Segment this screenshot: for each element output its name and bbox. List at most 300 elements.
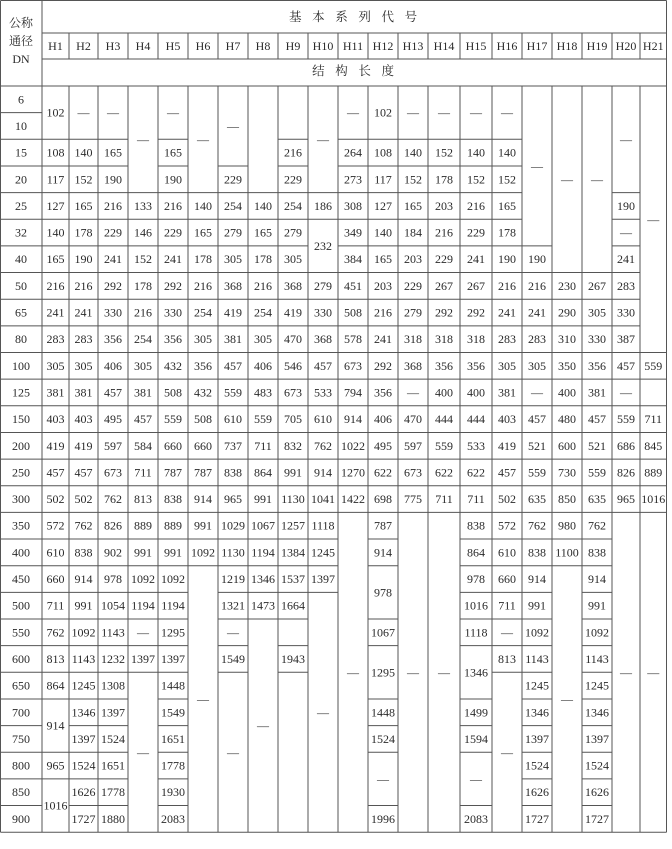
dn-value-850: 850 — [12, 785, 30, 800]
cell-value-h17: 635 — [528, 492, 546, 507]
cell-value-h19: 1727 — [585, 811, 609, 826]
cell-value-h4: 813 — [134, 492, 152, 507]
cell-value-h3: 330 — [104, 305, 122, 320]
cell-value-h5: 356 — [164, 332, 182, 347]
cell-value-h9: 1130 — [281, 492, 305, 507]
cell-value-h6: 305 — [194, 332, 212, 347]
cell-value-h17: 521 — [528, 438, 546, 453]
cell-value-h10: 610 — [314, 412, 332, 427]
cell-value-h5: 2083 — [161, 811, 185, 826]
cell-value-h3: 1778 — [101, 785, 125, 800]
cell-value-h17: 1245 — [525, 678, 549, 693]
cell-value-h9: 1257 — [281, 518, 305, 533]
cell-value-h3: 457 — [104, 385, 122, 400]
cell-value-h8: 1067 — [251, 518, 275, 533]
cell-value-h4: — — [137, 625, 149, 640]
cell-value-h18: 400 — [558, 385, 576, 400]
cell-value-h10: 762 — [314, 438, 332, 453]
cell-value-h2: 1092 — [71, 625, 96, 640]
cell-value-h15: — — [470, 771, 482, 786]
cell-value-h3: 826 — [104, 518, 122, 533]
cell-value-h10: 914 — [314, 465, 332, 480]
cell-value-h11: 308 — [344, 198, 362, 213]
cell-value-h2: 403 — [74, 412, 93, 427]
cell-value-h19: 1346 — [585, 705, 609, 720]
cell-value-h10: 232 — [314, 238, 332, 253]
cell-value-h11: 451 — [344, 278, 362, 293]
cell-value-h12: 622 — [374, 465, 392, 480]
cell-value-h8: 165 — [254, 225, 272, 240]
cell-value-h16: 502 — [498, 492, 516, 507]
cell-value-h9: 419 — [284, 305, 302, 320]
cell-value-h19: 762 — [588, 518, 606, 533]
cell-value-h6: 178 — [194, 252, 212, 267]
cell-value-h9: 470 — [284, 332, 302, 347]
cell-value-h15: 152 — [467, 172, 485, 187]
column-header-h14: H14 — [433, 39, 455, 53]
cell-value-h14: 711 — [435, 492, 453, 507]
cell-value-h3: 292 — [104, 278, 122, 293]
cell-value-h1: 102 — [46, 105, 65, 120]
cell-value-h2: 1727 — [71, 811, 96, 826]
dn-value-450: 450 — [12, 572, 30, 587]
cell-value-h12: 1996 — [371, 811, 395, 826]
cell-value-h4: 381 — [134, 385, 152, 400]
column-header-h6: H6 — [195, 39, 211, 53]
dn-value-200: 200 — [12, 438, 30, 453]
cell-value-h9: 254 — [284, 198, 302, 213]
cell-value-h20: — — [620, 385, 632, 400]
cell-value-h1: 305 — [46, 358, 65, 373]
cell-value-h8: 483 — [254, 385, 272, 400]
cell-value-h5: 1194 — [161, 598, 185, 613]
cell-value-h12: 1448 — [371, 705, 395, 720]
table-texts — [9, 9, 665, 826]
cell-value-h7: 381 — [224, 332, 242, 347]
cell-value-h9: 279 — [284, 225, 302, 240]
cell-value-h12: 102 — [374, 105, 392, 120]
cell-value-h19: 381 — [588, 385, 606, 400]
cell-value-h13: 184 — [404, 225, 422, 240]
cell-value-h14: 292 — [435, 305, 453, 320]
cell-value-h14: 318 — [435, 332, 453, 347]
cell-value-h6: 991 — [194, 518, 212, 533]
cell-value-h14: 400 — [435, 385, 453, 400]
cell-value-h12: 1067 — [371, 625, 395, 640]
cell-value-h3: 902 — [104, 545, 122, 560]
column-header-h1: H1 — [48, 39, 63, 53]
cell-value-h19: 914 — [588, 572, 606, 587]
cell-value-h1: 864 — [46, 678, 65, 693]
cell-value-h15: 400 — [467, 385, 485, 400]
cell-value-h12: 241 — [374, 332, 392, 347]
cell-value-h1: 140 — [46, 225, 65, 240]
cell-value-h19: 1092 — [585, 625, 609, 640]
cell-value-h7: 457 — [224, 358, 242, 373]
cell-value-h8: 178 — [254, 252, 272, 267]
dn-value-300: 300 — [12, 492, 30, 507]
cell-value-h17: 1397 — [525, 731, 549, 746]
series-title: 基 本 系 列 代 号 — [289, 10, 421, 24]
dn-value-50: 50 — [15, 278, 27, 293]
cell-value-h5: 330 — [164, 305, 182, 320]
cell-value-h5: 1651 — [161, 731, 185, 746]
cell-value-h17: 914 — [528, 572, 546, 587]
cell-value-h2: 1626 — [71, 785, 96, 800]
dn-value-150: 150 — [12, 412, 30, 427]
cell-value-h17: 762 — [528, 518, 546, 533]
dn-value-80: 80 — [15, 332, 27, 347]
corner-label-line-1: 公称 — [8, 16, 34, 30]
cell-value-h17: 216 — [528, 278, 546, 293]
cell-value-h17: 1727 — [525, 811, 549, 826]
cell-value-h19: 457 — [588, 412, 606, 427]
cell-value-h17: 190 — [528, 252, 546, 267]
cell-value-h4: 133 — [134, 198, 152, 213]
cell-value-h17: — — [531, 385, 543, 400]
dn-value-250: 250 — [12, 465, 30, 480]
cell-value-h12: 117 — [374, 172, 392, 187]
cell-value-h18: 230 — [558, 278, 576, 293]
dn-value-40: 40 — [15, 252, 27, 267]
cell-value-h16: 660 — [498, 572, 516, 587]
cell-value-h16: 711 — [498, 598, 516, 613]
cell-value-h10: 1397 — [311, 572, 335, 587]
cell-value-h21: 559 — [644, 358, 663, 373]
cell-value-h15: 864 — [467, 545, 485, 560]
cell-value-h4: 1397 — [131, 651, 155, 666]
cell-value-h1: 165 — [46, 252, 65, 267]
cell-value-h12: 978 — [374, 585, 392, 600]
cell-value-h2: 502 — [74, 492, 93, 507]
cell-value-h2: 762 — [74, 518, 93, 533]
cell-value-h17: 559 — [528, 465, 546, 480]
cell-value-h5: 991 — [164, 545, 182, 560]
cell-value-h19: 267 — [588, 278, 606, 293]
cell-value-h20: 826 — [617, 465, 635, 480]
cell-value-h17: 1092 — [525, 625, 549, 640]
cell-value-h7: — — [227, 745, 239, 760]
cell-value-h6: 660 — [194, 438, 212, 453]
cell-value-h18: 480 — [558, 412, 576, 427]
cell-value-h7: 1130 — [221, 545, 245, 560]
cell-value-h18: 350 — [558, 358, 576, 373]
cell-value-h18: 310 — [558, 332, 576, 347]
cell-value-h11: 1422 — [341, 492, 365, 507]
cell-value-h16: 216 — [498, 278, 516, 293]
cell-value-h5: 1448 — [161, 678, 185, 693]
cell-value-h12: 914 — [374, 545, 392, 560]
cell-value-h8: 140 — [254, 198, 272, 213]
cell-value-h3: 1397 — [101, 705, 125, 720]
cell-value-h3: 216 — [104, 198, 122, 213]
cell-value-h20: 559 — [617, 412, 635, 427]
cell-value-h14: 356 — [435, 358, 453, 373]
cell-value-h13: 229 — [404, 278, 422, 293]
cell-value-h10: 1118 — [311, 518, 335, 533]
cell-value-h1: 1016 — [43, 798, 68, 813]
cell-value-h21: 845 — [644, 438, 663, 453]
cell-value-h5: 165 — [164, 145, 182, 160]
cell-value-h9: 229 — [284, 172, 302, 187]
cell-value-h16: — — [501, 625, 513, 640]
cell-value-h15: 267 — [467, 278, 485, 293]
cell-value-h17: 1346 — [525, 705, 549, 720]
cell-value-h1: 762 — [46, 625, 65, 640]
cell-value-h15: 241 — [467, 252, 485, 267]
cell-value-h14: — — [438, 665, 450, 680]
cell-value-h21: — — [647, 212, 660, 227]
cell-value-h1: 660 — [46, 572, 65, 587]
cell-value-h16: 178 — [498, 225, 516, 240]
cell-value-h19: 305 — [588, 305, 606, 320]
cell-value-h17: 305 — [528, 358, 546, 373]
cell-value-h17: 1143 — [525, 651, 549, 666]
cell-value-h19: 1143 — [585, 651, 609, 666]
cell-value-h15: 838 — [467, 518, 485, 533]
cell-value-h2: 1397 — [71, 731, 96, 746]
cell-value-h12: 1295 — [371, 665, 395, 680]
cell-value-h9: 1384 — [281, 545, 305, 560]
cell-value-h12: — — [377, 771, 389, 786]
cell-value-h5: 889 — [164, 518, 182, 533]
cell-value-h7: 1549 — [221, 651, 245, 666]
cell-value-h16: 305 — [498, 358, 516, 373]
column-header-h17: H17 — [526, 39, 548, 53]
cell-value-h15: — — [470, 105, 482, 120]
cell-value-h10: 368 — [314, 332, 332, 347]
cell-value-h20: 457 — [617, 358, 635, 373]
cell-value-h9: 991 — [284, 465, 302, 480]
cell-value-h13: 140 — [404, 145, 422, 160]
cell-value-h5: 508 — [164, 385, 182, 400]
cell-value-h13: 470 — [404, 412, 422, 427]
cell-value-h17: 991 — [528, 598, 546, 613]
cell-value-h13: 318 — [404, 332, 422, 347]
cell-value-h17: 1524 — [525, 758, 549, 773]
cell-value-h15: 978 — [467, 572, 485, 587]
cell-value-h9: 1537 — [281, 572, 305, 587]
column-header-h5: H5 — [165, 39, 181, 53]
cell-value-h5: 1397 — [161, 651, 185, 666]
cell-value-h2: 1524 — [71, 758, 96, 773]
cell-value-h8: 1194 — [251, 545, 275, 560]
cell-value-h7: 1029 — [221, 518, 245, 533]
cell-value-h5: 1778 — [161, 758, 185, 773]
cell-value-h4: 584 — [134, 438, 152, 453]
cell-value-h3: 1143 — [101, 625, 125, 640]
column-header-h16: H16 — [496, 39, 518, 53]
cell-value-h3: 241 — [104, 252, 122, 267]
cell-value-h12: 292 — [374, 358, 392, 373]
cell-value-h20: 241 — [617, 252, 635, 267]
cell-value-h17: 457 — [528, 412, 546, 427]
cell-value-h21: 1016 — [641, 492, 666, 507]
cell-value-h1: 572 — [46, 518, 65, 533]
cell-value-h7: 610 — [224, 412, 242, 427]
cell-value-h12: 406 — [374, 412, 392, 427]
cell-value-h3: 673 — [104, 465, 122, 480]
cell-value-h2: 140 — [74, 145, 93, 160]
cell-value-h4: 1194 — [131, 598, 155, 613]
column-header-h15: H15 — [465, 39, 487, 53]
cell-value-h10: — — [317, 705, 329, 720]
cell-value-h8: 406 — [254, 358, 272, 373]
cell-value-h16: 381 — [498, 385, 516, 400]
cell-value-h3: 229 — [104, 225, 122, 240]
cell-value-h6: 508 — [194, 412, 212, 427]
cell-value-h13: 368 — [404, 358, 422, 373]
cell-value-h10: — — [317, 132, 329, 147]
corner-label-line-3: DN — [12, 52, 30, 66]
cell-value-h8: 1473 — [251, 598, 275, 613]
cell-value-h8: 305 — [254, 332, 272, 347]
cell-value-h3: 406 — [104, 358, 122, 373]
cell-value-h7: 368 — [224, 278, 242, 293]
cell-value-h15: 444 — [467, 412, 485, 427]
cell-value-h13: — — [407, 105, 419, 120]
cell-value-h15: 533 — [467, 438, 485, 453]
cell-value-h7: 1321 — [221, 598, 245, 613]
cell-value-h4: 457 — [134, 412, 152, 427]
cell-value-h21: 889 — [644, 465, 663, 480]
cell-value-h5: — — [167, 105, 179, 120]
cell-value-h11: 349 — [344, 225, 362, 240]
cell-value-h14: 229 — [435, 252, 453, 267]
dn-value-32: 32 — [15, 225, 27, 240]
cell-value-h9: 1943 — [281, 651, 305, 666]
column-header-h9: H9 — [285, 39, 301, 53]
cell-value-h13: 203 — [404, 252, 422, 267]
cell-value-h7: 965 — [224, 492, 242, 507]
cell-value-h15: 318 — [467, 332, 485, 347]
cell-value-h7: 229 — [224, 172, 242, 187]
cell-value-h20: 190 — [617, 198, 635, 213]
cell-value-h20: 330 — [617, 305, 635, 320]
cell-value-h3: 356 — [104, 332, 122, 347]
column-header-h3: H3 — [105, 39, 121, 53]
cell-value-h16: 283 — [498, 332, 516, 347]
cell-value-h11: 914 — [344, 412, 362, 427]
cell-value-h17: 283 — [528, 332, 546, 347]
cell-value-h16: 813 — [498, 651, 516, 666]
cell-value-h9: 832 — [284, 438, 302, 453]
cell-value-h2: 241 — [74, 305, 93, 320]
cell-value-h16: 610 — [498, 545, 516, 560]
cell-value-h5: 1930 — [161, 785, 185, 800]
cell-value-h14: 444 — [435, 412, 453, 427]
cell-value-h8: 711 — [254, 438, 272, 453]
cell-value-h14: 152 — [435, 145, 453, 160]
cell-value-h13: 152 — [404, 172, 422, 187]
cell-value-h11: 1270 — [341, 465, 365, 480]
cell-value-h1: 419 — [46, 438, 65, 453]
cell-value-h19: 356 — [588, 358, 606, 373]
cell-value-h2: 165 — [74, 198, 93, 213]
column-header-h2: H2 — [76, 39, 91, 53]
cell-value-h10: 1245 — [311, 545, 335, 560]
cell-value-h20: 283 — [617, 278, 635, 293]
dn-value-600: 600 — [12, 651, 30, 666]
cell-value-h14: 203 — [435, 198, 453, 213]
cell-value-h15: 229 — [467, 225, 485, 240]
dn-value-750: 750 — [12, 731, 30, 746]
cell-value-h10: 533 — [314, 385, 332, 400]
cell-value-h11: 264 — [344, 145, 362, 160]
cell-value-h7: 419 — [224, 305, 242, 320]
cell-value-h4: 889 — [134, 518, 152, 533]
cell-value-h20: — — [620, 132, 632, 147]
cell-value-h4: 991 — [134, 545, 152, 560]
dn-value-350: 350 — [12, 518, 30, 533]
cell-value-h19: 559 — [588, 465, 606, 480]
cell-value-h12: 216 — [374, 305, 392, 320]
cell-value-h7: 838 — [224, 465, 242, 480]
dn-value-800: 800 — [12, 758, 30, 773]
cell-value-h3: 762 — [104, 492, 122, 507]
cell-value-h4: 1092 — [131, 572, 155, 587]
cell-value-h19: 521 — [588, 438, 606, 453]
cell-value-h2: 419 — [74, 438, 93, 453]
cell-value-h12: 165 — [374, 252, 392, 267]
cell-value-h11: 794 — [344, 385, 362, 400]
cell-value-h13: — — [407, 385, 419, 400]
cell-value-h4: 305 — [134, 358, 152, 373]
cell-value-h2: 991 — [74, 598, 93, 613]
cell-value-h19: 1245 — [585, 678, 609, 693]
cell-value-h13: 165 — [404, 198, 422, 213]
cell-value-h6: — — [197, 132, 209, 147]
cell-value-h21: — — [647, 665, 660, 680]
cell-value-h5: 1295 — [161, 625, 185, 640]
cell-value-h17: — — [531, 158, 543, 173]
cell-value-h19: 330 — [588, 332, 606, 347]
dn-value-550: 550 — [12, 625, 30, 640]
cell-value-h5: 660 — [164, 438, 182, 453]
cell-value-h16: 419 — [498, 438, 516, 453]
cell-value-h1: 457 — [46, 465, 65, 480]
cell-value-h3: 1880 — [101, 811, 125, 826]
cell-value-h8: — — [257, 718, 269, 733]
cell-value-h7: 254 — [224, 198, 242, 213]
cell-value-h14: 267 — [435, 278, 453, 293]
dn-value-650: 650 — [12, 678, 30, 693]
cell-value-h2: 305 — [74, 358, 93, 373]
cell-value-h9: 216 — [284, 145, 302, 160]
cell-value-h17: 1626 — [525, 785, 549, 800]
dn-value-10: 10 — [15, 118, 27, 133]
cell-value-h8: 254 — [254, 305, 272, 320]
cell-value-h2: — — [77, 105, 90, 120]
cell-value-h8: 864 — [254, 465, 272, 480]
cell-value-h11: 508 — [344, 305, 362, 320]
cell-value-h5: 838 — [164, 492, 182, 507]
cell-value-h12: 140 — [374, 225, 392, 240]
cell-value-h19: 1397 — [585, 731, 609, 746]
cell-value-h1: 283 — [46, 332, 65, 347]
cell-value-h19: 635 — [588, 492, 606, 507]
cell-value-h12: 127 — [374, 198, 392, 213]
cell-value-h15: 622 — [467, 465, 485, 480]
cell-value-h5: 432 — [164, 358, 182, 373]
cell-value-h9: 1664 — [281, 598, 305, 613]
cell-value-h10: 1041 — [311, 492, 335, 507]
cell-value-h13: — — [407, 665, 419, 680]
cell-value-h1: 381 — [46, 385, 65, 400]
cell-value-h3: 978 — [104, 572, 122, 587]
cell-value-h9: 368 — [284, 278, 302, 293]
cell-value-h12: 203 — [374, 278, 392, 293]
